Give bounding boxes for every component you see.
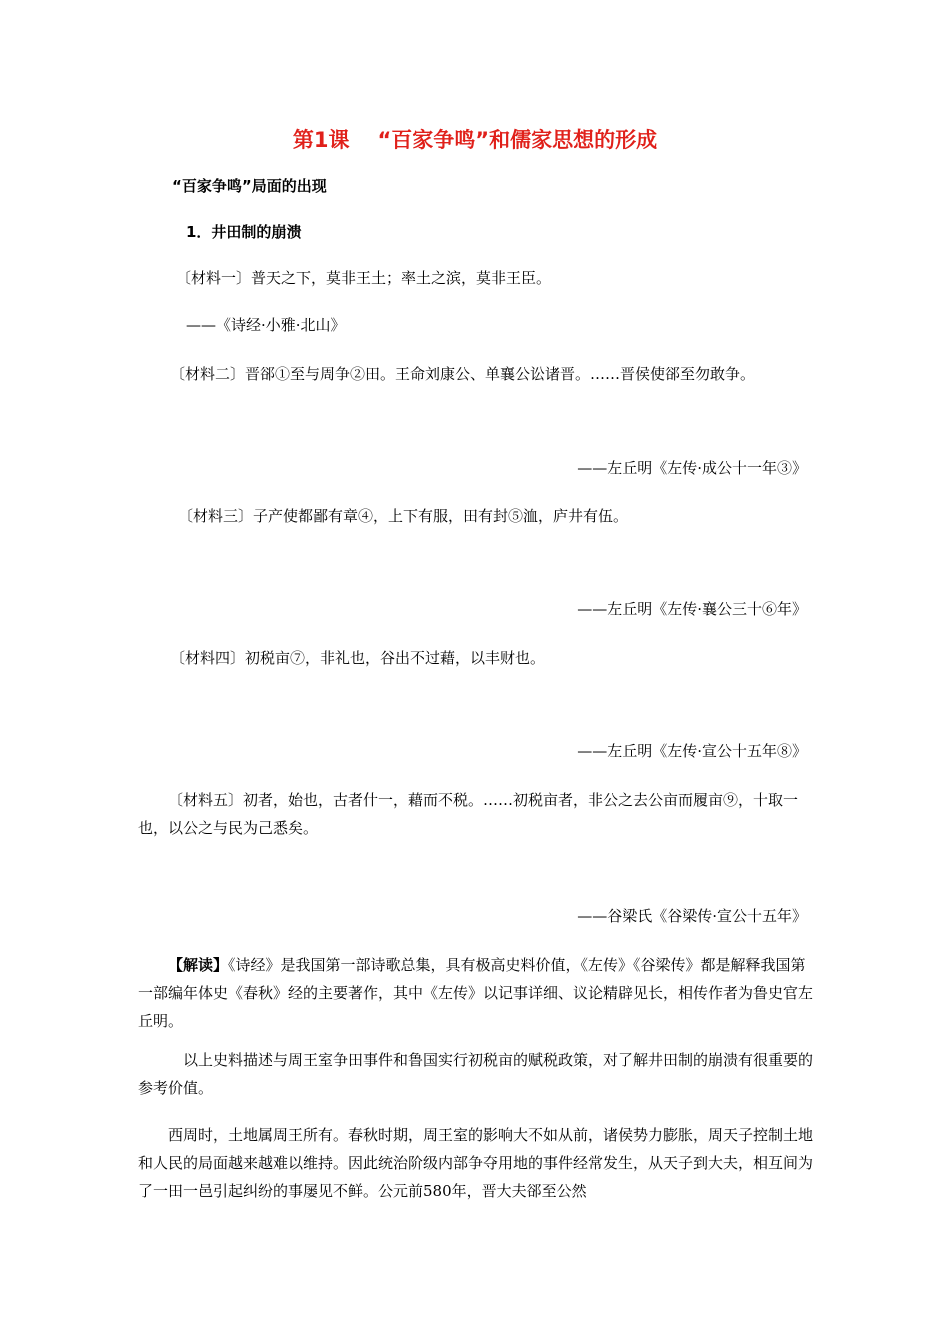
paragraph-1: 以上史料描述与周王室争田事件和鲁国实行初税亩的赋税政策，对了解井田制的崩溃有很重要的参考价值。 [138,1051,814,1097]
interpretation-text: 《诗经》是我国第一部诗歌总集，具有极高史料价值，《左传》《谷梁传》都是解释我国第一部编年体史《春秋》经的主要著作，其中《左传》以记事详细、议论精辟见长，相传作者为鲁史官左丘明。 [138,956,814,1030]
material-5-text: 〔材料五〕初者，始也，古者什一，藉而不税。……初税亩者，非公之去公亩而履亩⑨，十取一也，以公之与民为己悉矣。 [138,791,799,837]
interpretation-label: 【解读】 [168,956,229,974]
material-4-source: ——左丘明《左传·宣公十五年⑧》 [577,742,807,760]
material-1-source: ——《诗经·小雅·北山》 [186,316,346,334]
lesson-title: “百家争鸣”和儒家思想的形成 [377,128,658,152]
material-2-text: 〔材料二〕晋郤①至与周争②田。王命刘康公、单襄公讼诸晋。……晋侯使郤至勿敢争。 [170,365,756,383]
material-2-source: ——左丘明《左传·成公十一年③》 [577,459,807,477]
material-1-text: 〔材料一〕普天之下，莫非王土；率土之滨，莫非王臣。 [176,269,552,287]
material-3-source: ——左丘明《左传·襄公三十⑥年》 [577,600,807,618]
material-5-source: ——谷梁氏《谷梁传·宣公十五年》 [577,907,807,925]
page-title [0,124,950,154]
interpretation-paragraph [138,951,813,1035]
subsection-heading: 1．井田制的崩溃 [186,223,302,241]
lesson-number: 第1课 [292,128,350,152]
material-3-text: 〔材料三〕子产使都鄙有章④，上下有服，田有封⑤洫，庐井有伍。 [178,507,629,525]
paragraph-2: 西周时，土地属周王所有。春秋时期，周王室的影响大不如从前，诸侯势力膨胀，周天子控制土地和人民的局面越来越难以维持。因此统治阶级内部争夺用地的事件经常发生，从天子到大夫，相互间为了一田一邑引起纠纷的事屡见不鲜。公元前580年，晋大夫郤至公然 [138,1126,814,1200]
section-heading: “百家争鸣”局面的出现 [172,177,327,195]
material-4-text: 〔材料四〕初税亩⑦，非礼也，谷出不过藉，以丰财也。 [170,649,546,667]
